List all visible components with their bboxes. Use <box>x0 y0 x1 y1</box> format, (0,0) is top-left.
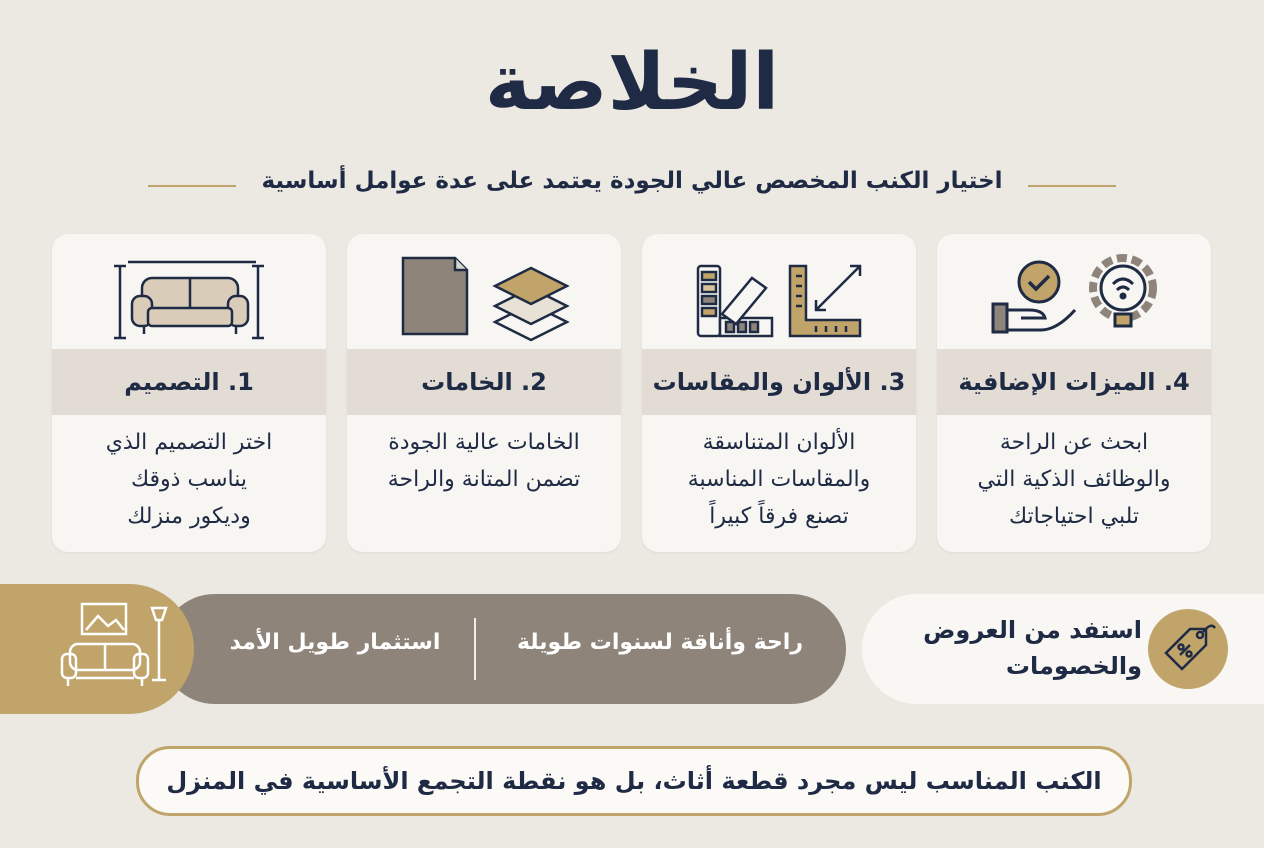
discount-tag-badge <box>1148 609 1228 689</box>
color-swatches-icon <box>698 266 772 336</box>
card-body <box>62 424 316 535</box>
offer-line-1: استفد من العروض <box>923 616 1142 644</box>
benefits-divider <box>474 618 476 680</box>
card-body <box>652 424 906 535</box>
card-materials <box>347 234 621 552</box>
benefit-comfort: راحة وأناقة لسنوات طويلة <box>516 630 804 655</box>
card-line: وديكور منزلك <box>127 504 251 529</box>
card-line: والمقاسات المناسبة <box>687 467 871 492</box>
sofa-dimensions-icon <box>114 262 264 338</box>
card-line: والوظائف الذكية التي <box>977 467 1171 492</box>
card-line: تصنع فرقاً كبيراً <box>709 504 849 529</box>
subtitle-rule-left <box>148 185 236 187</box>
card-line: يناسب ذوقك <box>131 467 247 492</box>
card-icons <box>347 244 621 344</box>
card-heading: 3. الألوان والمقاسات <box>652 368 906 396</box>
offer-text <box>902 612 1142 684</box>
fabric-sample-icon <box>403 258 467 334</box>
card-body <box>947 424 1201 535</box>
card-icons <box>937 244 1211 344</box>
card-icons <box>642 244 916 344</box>
card-heading-band <box>52 349 326 415</box>
discount-tag-icon <box>1166 626 1215 669</box>
card-heading-band <box>347 349 621 415</box>
card-heading-band <box>642 349 916 415</box>
card-line: اختر التصميم الذي <box>105 430 273 455</box>
card-line: ابحث عن الراحة <box>999 430 1149 455</box>
smart-gear-bulb-icon <box>1093 258 1153 326</box>
benefits-bar <box>160 594 846 704</box>
hand-check-icon <box>993 262 1075 332</box>
card-heading: 2. الخامات <box>421 368 547 396</box>
card-design <box>52 234 326 552</box>
subtitle-row <box>0 168 1264 204</box>
offer-line-2: والخصومات <box>1005 652 1142 680</box>
card-heading-band <box>937 349 1211 415</box>
subtitle: اختيار الكنب المخصص عالي الجودة يعتمد على عدة عوامل أساسية <box>261 168 1003 194</box>
offer-banner[interactable] <box>862 594 1264 704</box>
living-room-badge <box>0 584 194 714</box>
material-layers-icon <box>495 268 567 340</box>
card-extra-features <box>937 234 1211 552</box>
card-heading: 1. التصميم <box>124 368 254 396</box>
card-colors-sizes <box>642 234 916 552</box>
card-heading: 4. الميزات الإضافية <box>958 368 1190 396</box>
benefit-investment: استثمار طويل الأمد <box>229 630 441 655</box>
ruler-measure-icon <box>790 266 860 336</box>
closing-statement <box>136 746 1132 816</box>
living-room-icon <box>62 604 166 686</box>
card-body <box>357 424 611 498</box>
card-line: تلبي احتياجاتك <box>1008 504 1140 529</box>
card-line: الخامات عالية الجودة <box>388 430 580 455</box>
card-icons <box>52 244 326 344</box>
closing-statement-text: الكنب المناسب ليس مجرد قطعة أثاث، بل هو نقطة التجمع الأساسية في المنزل <box>166 767 1102 795</box>
page-title: الخلاصة <box>484 38 780 128</box>
card-line: الألوان المتناسقة <box>702 430 856 455</box>
subtitle-rule-right <box>1028 185 1116 187</box>
card-line: تضمن المتانة والراحة <box>387 467 581 492</box>
